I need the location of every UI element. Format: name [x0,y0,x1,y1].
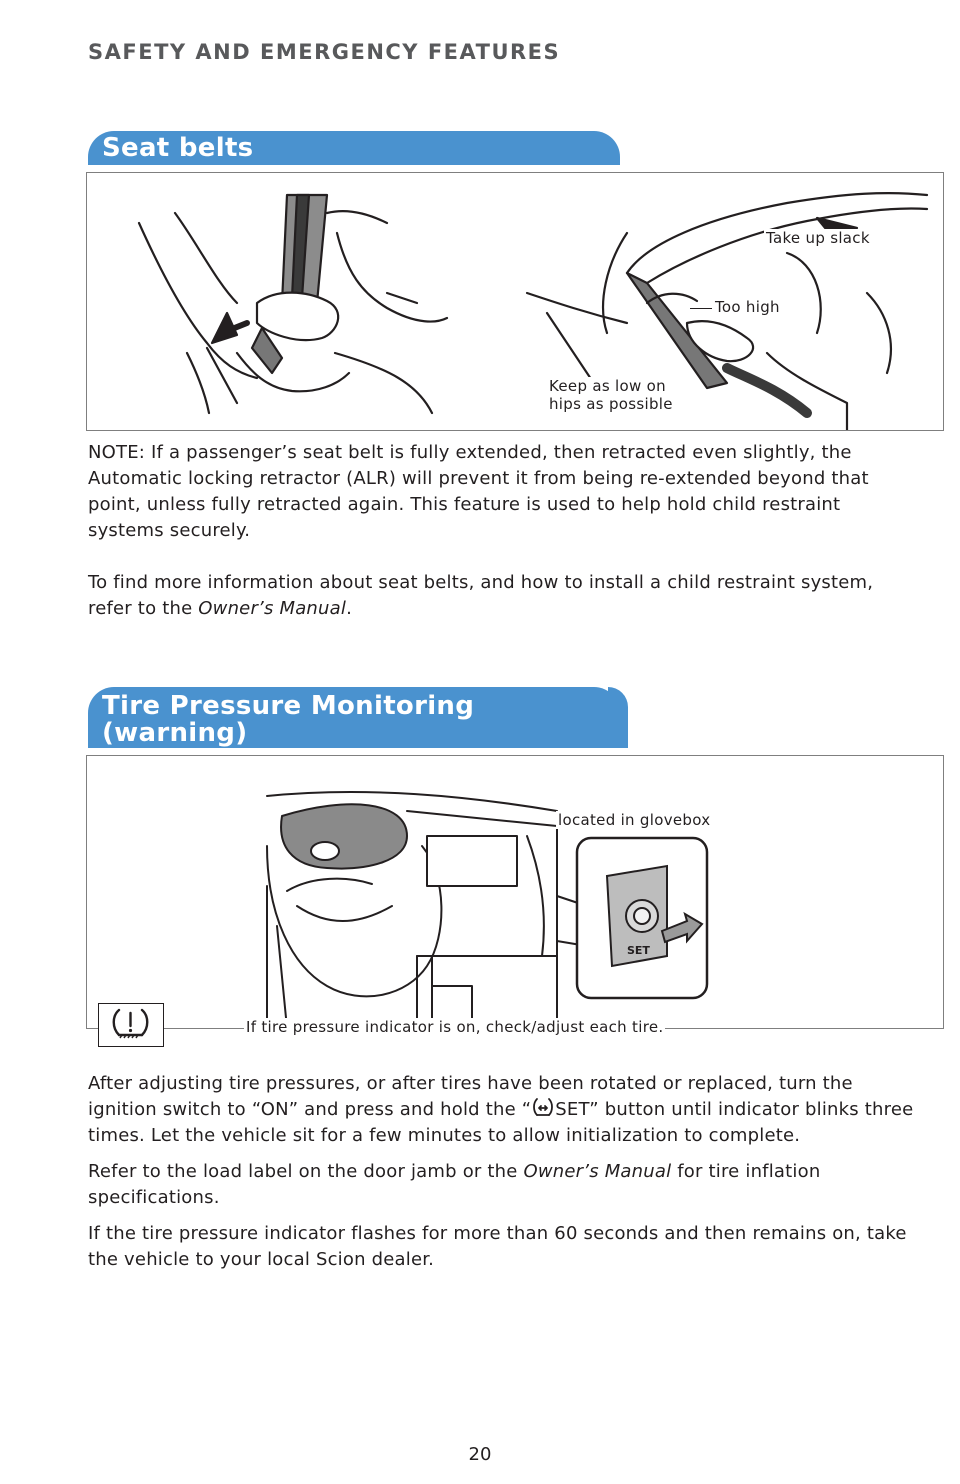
dashboard-drawing [87,756,943,1028]
tpms-instructions [88,1071,918,1273]
tpms-indicator-icon [98,1003,164,1047]
more-info-suffix: . [346,598,353,619]
load-label-paragraph [88,1159,918,1211]
more-info-text [88,570,918,622]
glovebox-callout: located in glovebox [558,811,711,829]
indicator-flash-paragraph: If the tire pressure indicator flashes for more than 60 seconds and then remains on, take the vehicle to your local Scion dealer. [88,1223,907,1270]
seat-belt-note [88,440,918,622]
tpms-illustration [86,755,944,1029]
tpms-set-button-icon [531,1097,555,1119]
keep-low-callout-line1: Keep as low on [549,377,666,395]
reset-suffix: SET” button until indicator blinks three times. Let the vehicle sit for a few minutes to allow initialization to complete. [88,1099,914,1146]
indicator-caption: If tire pressure indicator is on, check/adjust each tire. [246,1018,664,1036]
take-up-slack-callout: Take up slack [766,229,870,247]
more-info-prefix: To find more information about seat belts, and how to install a child restraint system, refer to the [88,572,874,619]
alr-note: NOTE: If a passenger’s seat belt is fully extended, then retracted even slightly, the Automatic locking retractor (ALR) will prevent it from being re-extended beyond that point, unless fully retracted again. This feature is used to help hold child restraint systems securely. [88,442,869,541]
tpms-reset-paragraph [88,1071,918,1149]
keep-low-callout-line2: hips as possible [549,395,673,413]
owners-manual-ref-2: Owner’s Manual [523,1161,672,1182]
seat-belts-title: Seat belts [88,131,620,165]
tire-pressure-warning-icon [99,1004,162,1045]
tpms-title [88,687,620,748]
load-suffix: for tire inflation specifications. [88,1161,821,1208]
tpms-title-line1: Tire Pressure Monitoring (warning) [102,691,475,748]
section-header: SAFETY AND EMERGENCY FEATURES [88,40,561,64]
switch-set-label: SET [627,944,650,957]
reset-prefix: After adjusting tire pressures, or after tires have been rotated or replaced, turn the ignition switch to “ON” and press and hold the “ [88,1073,853,1120]
too-high-leader [690,308,712,309]
seat-belt-drawing [87,173,943,430]
page-number: 20 [468,1444,492,1465]
load-prefix: Refer to the load label on the door jamb or the [88,1161,524,1182]
seat-belt-illustration [86,172,944,431]
owners-manual-ref: Owner’s Manual [198,598,347,619]
too-high-callout: Too high [715,298,780,316]
